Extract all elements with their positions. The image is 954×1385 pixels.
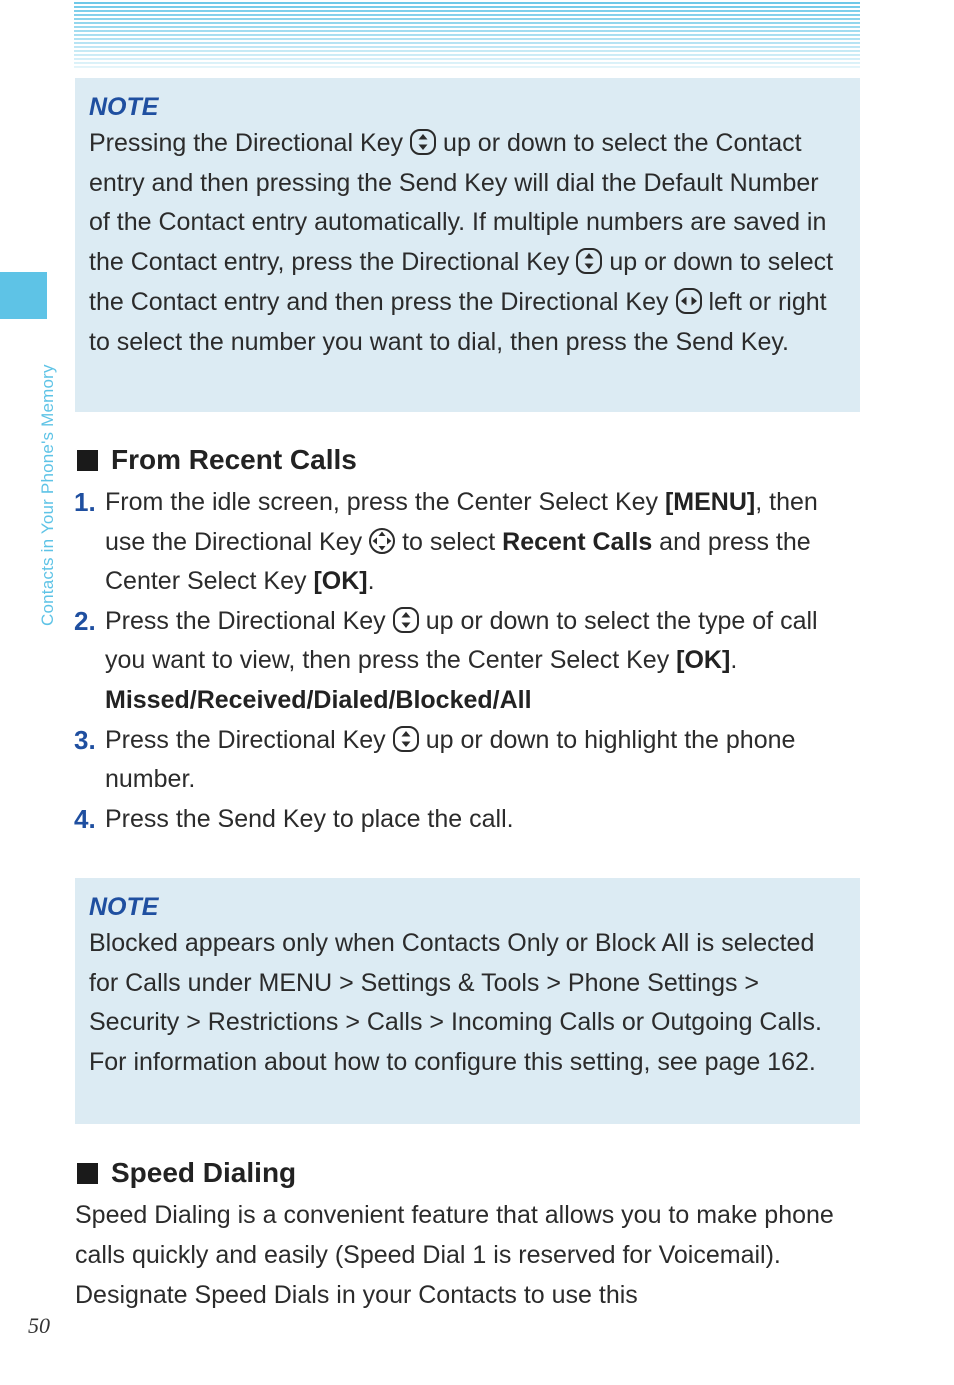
note-text: Blocked appears only when Contacts Only or Block All is selected for Calls under MENU > Settings & Tools > Phone Settings > Security > Restrictions > Calls > Incoming Calls or Outgoing Calls. For information about how to configure this setting, see page 162. (89, 929, 822, 1077)
chapter-tab (0, 272, 47, 319)
note-title: NOTE (89, 893, 159, 921)
chapter-label: Contacts in Your Phone's Memory (38, 364, 57, 626)
directional-updown-icon (392, 725, 420, 753)
square-bullet-icon (77, 1163, 98, 1184)
note-box-directional (75, 78, 860, 412)
section-title-speed-dialing: Speed Dialing (77, 1157, 296, 1189)
steps-list (74, 483, 864, 839)
step-3: 3. Press the Directional Key up or down to highlight the phone number. (74, 721, 864, 800)
page-number: 50 (28, 1313, 50, 1338)
directional-leftright-icon (675, 287, 703, 315)
step-number: 4. (74, 803, 96, 834)
section-title-recent-calls: From Recent Calls (77, 444, 357, 476)
directional-updown-icon (409, 128, 437, 156)
step-number: 1. (74, 487, 96, 517)
step-2: 2. Press the Directional Key up or down to select the type of call you want to view, then press the Center Select Key [OK]. Missed/Received/Dialed/Blocked/All (74, 602, 864, 721)
directional-4way-icon (368, 527, 396, 555)
square-bullet-icon (77, 450, 98, 471)
note-text: Pressing the Directional Key up or down to select the Contact entry and then pressing the Send Key will dial the Default Number of the Contact entry automatically. If multiple numbers are saved in the Contact entry, press the Directional Key up or down to select the Contact entry and then press the Directional Key left or right to select the number you want to dial, then press the Send Key. (89, 129, 834, 356)
note-box-blocked (75, 878, 860, 1124)
header-stripes (74, 2, 860, 70)
call-type-options: Missed/Received/Dialed/Blocked/All (105, 685, 532, 714)
step-4: 4. Press the Send Key to place the call. (74, 800, 864, 840)
directional-updown-icon (392, 606, 420, 634)
note-title: NOTE (89, 93, 159, 121)
step-number: 2. (74, 605, 96, 636)
step-1: 1. From the idle screen, press the Center Select Key [MENU], then use the Directional Key to select Recent Calls and press the Center Select Key [OK]. (74, 483, 864, 602)
directional-updown-icon (575, 247, 603, 275)
step-number: 3. (74, 724, 96, 755)
speed-dialing-text: Speed Dialing is a convenient feature that allows you to make phone calls quickly and easily (Speed Dial 1 is reserved for Voicemail). Designate Speed Dials in your Contacts to use this (75, 1201, 834, 1309)
